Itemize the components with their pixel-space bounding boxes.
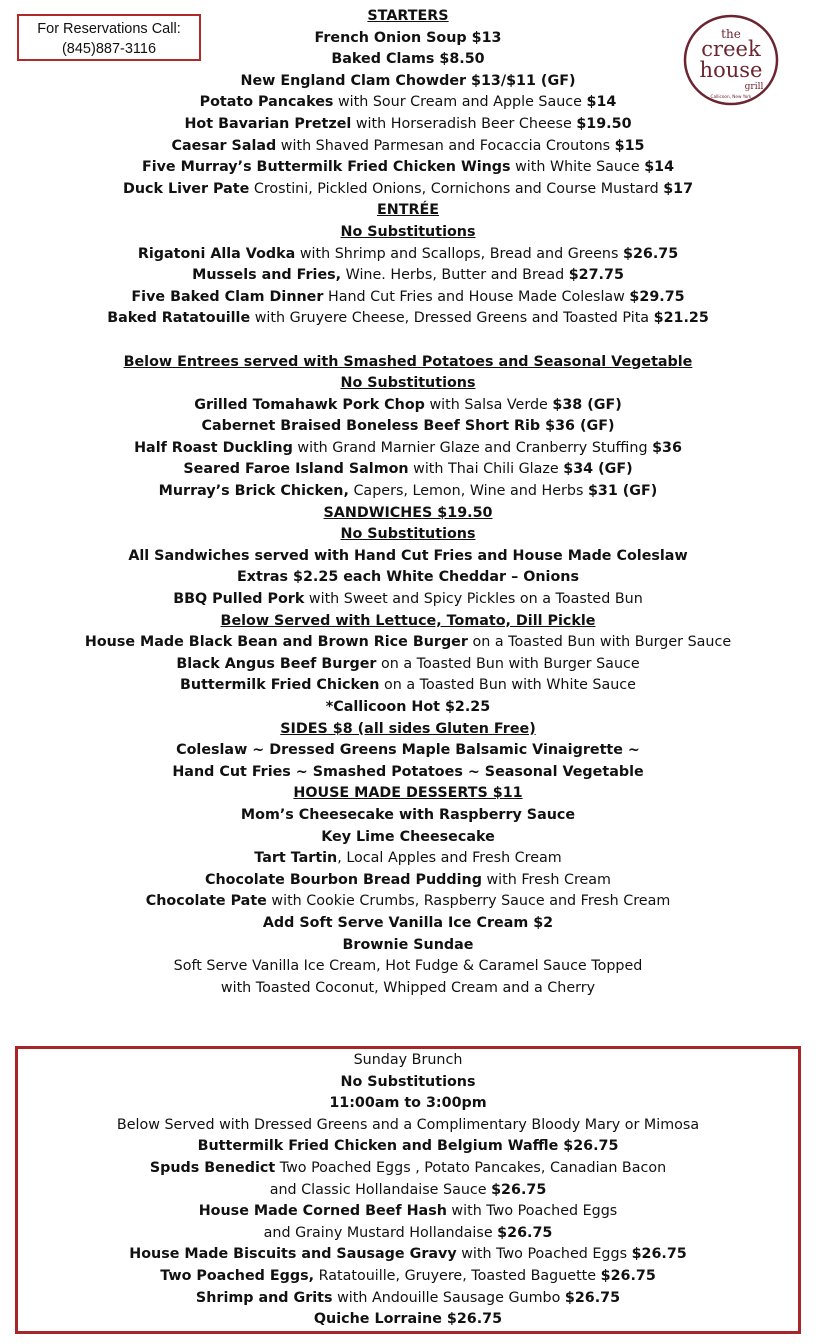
menu-body [0,6,816,999]
menu-line [0,805,816,827]
item-description: on a Toasted Bun with Burger Sauce [467,634,732,651]
menu-line [0,157,816,179]
menu-line [0,675,816,697]
menu-line [0,1072,816,1094]
item-name: Five Murray’s Buttermilk Fried Chicken Wings [141,159,511,176]
menu-line [0,546,816,568]
menu-line [0,740,816,762]
item-name: Tart Tartin [254,850,338,867]
heading-text: Sunday Brunch [353,1052,463,1068]
item-description: with Two Poached Eggs [446,1203,618,1220]
item-name: Baked Clams $8.50 [331,51,485,68]
item-name: No Substitutions [340,1073,476,1090]
menu-line [0,827,816,849]
heading-text: ENTRÉE [376,202,440,219]
heading-text: SANDWICHES $19.50 [323,504,493,521]
section-heading [0,783,816,805]
item-name: Cabernet Braised Boneless Beef Short Rib $36 (GF) [201,418,615,435]
item-description: with Shrimp and Scallops, Bread and Greens [295,245,623,262]
menu-line [0,848,816,870]
item-price: $14 [586,94,617,111]
item-price: $14 [644,159,675,176]
menu-line [0,92,816,114]
reservation-phone: (845)887-3116 [61,41,157,57]
menu-line [0,1309,816,1331]
item-price: $26.75 [564,1289,621,1306]
item-description: with Two Poached Eggs [456,1246,632,1263]
item-description: with Sour Cream and Apple Sauce [333,94,587,111]
item-description: , Local Apples and Fresh Cream [337,850,562,867]
menu-line [0,1136,816,1158]
item-name: Chocolate Bourbon Bread Pudding [204,871,482,888]
item-name: Brownie Sundae [342,936,474,953]
item-price: $21.25 [653,310,709,327]
menu-line [0,935,816,957]
item-name: Two Poached Eggs, [160,1267,315,1284]
item-name: BBQ Pulled Pork [173,591,305,608]
spacer [0,330,816,352]
item-price: $38 (GF) [552,396,622,413]
item-name: Quiche Lorraine $26.75 [313,1311,503,1328]
item-name: Grilled Tomahawk Pork Chop [194,396,425,413]
item-price: $17 [663,180,694,197]
section-heading [0,1115,816,1137]
menu-line [0,179,816,201]
menu-line [0,438,816,460]
item-name: Extras $2.25 each White Cheddar – Onions [237,569,579,586]
item-description: Two Poached Eggs , Potato Pancakes, Canadian Bacon [275,1159,667,1176]
brunch-section [0,1050,816,1331]
menu-line [0,1244,816,1266]
item-description: with Thai Chili Glaze [408,461,564,478]
item-name: Spuds Benedict [149,1159,276,1176]
item-name: Add Soft Serve Vanilla Ice Cream $2 [262,914,554,931]
logo-creek: creek [701,37,761,61]
item-price: $27.75 [568,267,624,284]
menu-line [0,891,816,913]
item-price: $26.75 [623,245,679,262]
menu-line [0,28,816,50]
menu-line [0,1288,816,1310]
item-price: $26.75 [491,1181,547,1198]
item-price: $19.50 [576,115,632,132]
item-price: $34 (GF) [563,461,633,478]
menu-line [0,762,816,784]
section-heading [0,222,816,244]
item-description: with Fresh Cream [481,871,611,888]
item-name: Five Baked Clam Dinner [131,288,324,305]
item-name: All Sandwiches served with Hand Cut Fries and House Made Coleslaw [128,547,688,564]
logo-house: house [699,58,763,82]
logo-grill: grill [744,82,764,92]
item-description: Soft Serve Vanilla Ice Cream, Hot Fudge & Caramel Sauce Topped [173,958,643,975]
menu-line [0,1266,816,1288]
menu-line [0,870,816,892]
menu-line [0,416,816,438]
menu-line [0,632,816,654]
item-description: Wine. Herbs, Butter and Bread [341,267,569,284]
item-name: French Onion Soup $13 [314,29,502,46]
item-description: with Shaved Parmesan and Focaccia Croutons [276,137,615,154]
logo-place: Callicoon, New York [710,94,752,99]
menu-line [0,287,816,309]
item-price: $31 (GF) [587,483,658,500]
item-name: New England Clam Chowder $13/$11 (GF) [240,72,576,89]
menu-line [0,244,816,266]
menu-line [0,395,816,417]
item-description: with Horseradish Beer Cheese [351,115,577,132]
item-name: Buttermilk Fried Chicken [180,677,380,694]
section-heading [0,352,816,374]
heading-text: No Substitutions [340,223,476,240]
item-description: and Classic Hollandaise Sauce [269,1181,492,1198]
item-name: House Made Biscuits and Sausage Gravy [129,1246,457,1263]
item-name: Half Roast Duckling [134,439,293,456]
item-name: Buttermilk Fried Chicken and Belgium Waffle $26.75 [197,1138,619,1155]
reservation-label: For Reservations Call: [37,21,181,37]
item-price: $26.75 [600,1267,656,1284]
heading-text: Below Served with Lettuce, Tomato, Dill Pickle [220,612,596,629]
section-heading [0,1050,816,1072]
item-description: with Andouille Sausage Gumbo [332,1289,565,1306]
item-name: Baked Ratatouille [107,310,251,327]
item-name: Hot Bavarian Pretzel [184,115,352,132]
menu-line [0,654,816,676]
item-price: $26.75 [497,1224,553,1241]
heading-text: Below Served with Dressed Greens and a Complimentary Bloody Mary or Mimosa [116,1116,700,1133]
item-name: Coleslaw ~ Dressed Greens Maple Balsamic Vinaigrette ~ [176,742,640,759]
section-heading [0,719,816,741]
heading-text: No Substitutions [340,375,476,392]
item-name: Mussels and Fries, [192,267,342,284]
item-price: $29.75 [629,288,685,305]
item-name: Black Angus Beef Burger [176,655,377,672]
item-name: Chocolate Pate [145,893,267,910]
menu-line [0,49,816,71]
item-name: Murray’s Brick Chicken, [158,483,349,500]
menu-line [0,956,816,978]
menu-line [0,589,816,611]
item-name: Rigatoni Alla Vodka [137,245,296,262]
item-description: with Salsa Verde [424,396,553,413]
heading-text: No Substitutions [340,526,476,543]
item-name: Hand Cut Fries ~ Smashed Potatoes ~ Seasonal Vegetable [172,763,644,780]
item-description: Crostini, Pickled Onions, Cornichons and Course Mustard [249,180,664,197]
menu-line [0,913,816,935]
logo-the: the [721,27,741,41]
menu-line [0,978,816,1000]
menu-line [0,1201,816,1223]
item-description: with Gruyere Cheese, Dressed Greens and Toasted Pita [250,310,654,327]
item-description: on a Toasted Bun with Burger Sauce [376,655,640,672]
item-description: with Cookie Crumbs, Raspberry Sauce and Fresh Cream [266,893,671,910]
section-heading [0,200,816,222]
section-heading [0,6,816,28]
item-description: Capers, Lemon, Wine and Herbs [348,483,588,500]
item-description: with White Sauce [510,159,645,176]
menu-line [0,481,816,503]
item-description: on a Toasted Bun with White Sauce [379,677,636,694]
section-heading [0,503,816,525]
item-name: Mom’s Cheesecake with Raspberry Sauce [240,806,576,823]
item-name: 11:00am to 3:00pm [329,1095,487,1112]
item-name: Duck Liver Pate [122,180,250,197]
menu-line [0,1158,816,1180]
item-price: $26.75 [631,1246,687,1263]
item-name: Caesar Salad [171,137,277,154]
menu-line [0,265,816,287]
item-name: Seared Faroe Island Salmon [183,461,409,478]
menu-line [0,697,816,719]
item-description: Hand Cut Fries and House Made Coleslaw [323,288,630,305]
item-description: with Toasted Coconut, Whipped Cream and a Cherry [220,979,596,996]
menu-line [0,1093,816,1115]
item-name: *Callicoon Hot $2.25 [325,699,491,715]
menu-line [0,308,816,330]
item-description: Ratatouille, Gruyere, Toasted Baguette [314,1267,601,1284]
heading-text: STARTERS [367,8,449,24]
menu-line [0,1180,816,1202]
menu-line [0,114,816,136]
menu-line [0,459,816,481]
item-description: and Grainy Mustard Hollandaise [263,1224,498,1241]
item-description: with Sweet and Spicy Pickles on a Toasted Bun [304,591,643,608]
item-name: Key Lime Cheesecake [321,828,495,845]
heading-text: Below Entrees served with Smashed Potatoes and Seasonal Vegetable [123,353,693,370]
item-price: $36 [652,439,682,456]
section-heading [0,524,816,546]
item-name: Shrimp and Grits [195,1289,333,1306]
item-name: House Made Black Bean and Brown Rice Burger [84,634,468,651]
item-name: Potato Pancakes [199,94,334,111]
item-price: $15 [614,137,645,154]
item-description: with Grand Marnier Glaze and Cranberry Stuffing [292,439,653,456]
heading-text: SIDES $8 (all sides Gluten Free) [280,720,536,737]
menu-line [0,136,816,158]
section-heading [0,611,816,633]
heading-text: HOUSE MADE DESSERTS $11 [293,785,523,802]
item-name: House Made Corned Beef Hash [198,1203,447,1220]
menu-line [0,71,816,93]
menu-line [0,567,816,589]
menu-line [0,1223,816,1245]
section-heading [0,373,816,395]
